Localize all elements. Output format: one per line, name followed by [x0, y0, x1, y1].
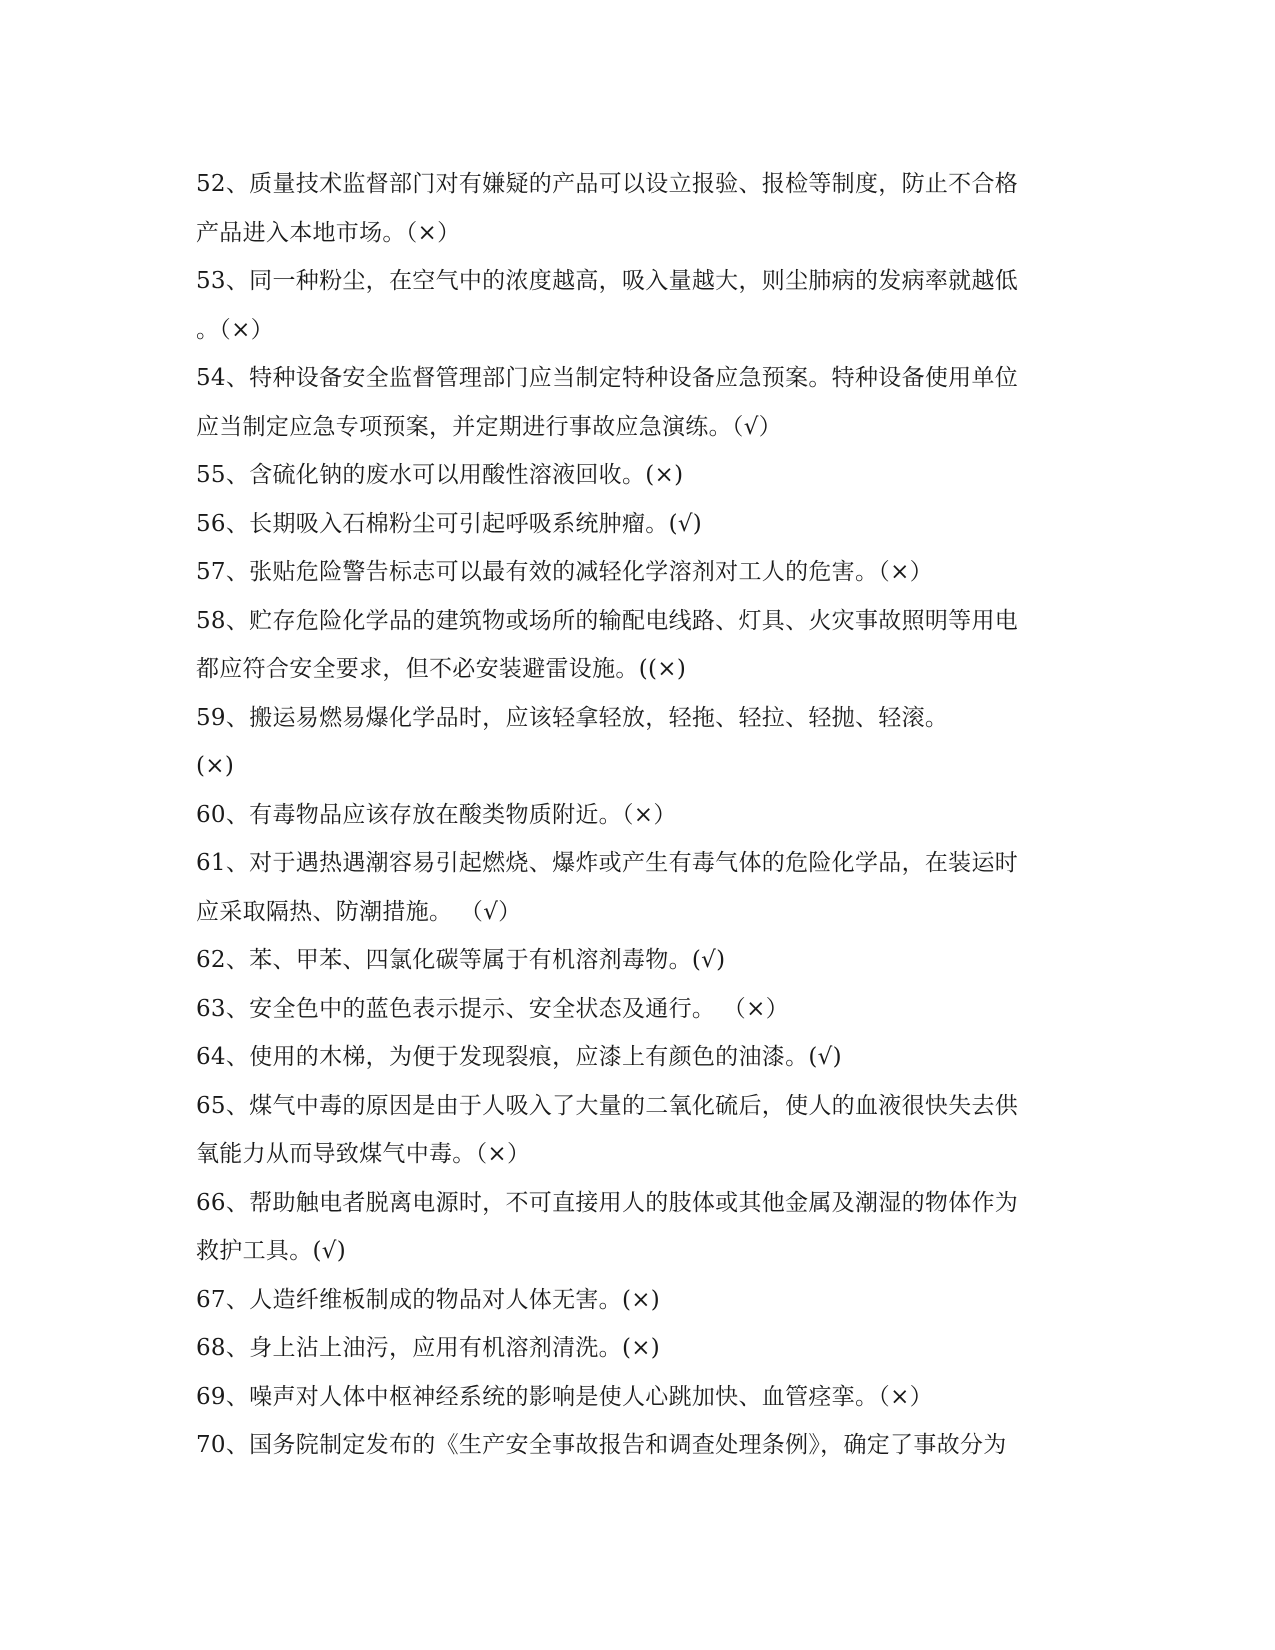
text-line: 63、安全色中的蓝色表示提示、安全状态及通行。 （×） — [196, 995, 789, 1022]
text-line: 产品进入本地市场。（×） — [196, 219, 461, 246]
text-line: 。（×） — [196, 316, 274, 343]
text-line: 58、贮存危险化学品的建筑物或场所的输配电线路、灯具、火灾事故照明等用电 — [196, 607, 1019, 634]
text-line: 55、含硫化钠的废水可以用酸性溶液回收。(×) — [196, 462, 684, 488]
text-line: 57、张贴危险警告标志可以最有效的减轻化学溶剂对工人的危害。（×） — [196, 559, 933, 585]
text-line: 54、特种设备安全监督管理部门应当制定特种设备应急预案。特种设备使用单位 — [196, 365, 1019, 391]
text-line: 68、身上沾上油污，应用有机溶剂清洗。(×) — [196, 1335, 661, 1361]
text-line: 救护工具。(√) — [196, 1238, 347, 1264]
text-line: 66、帮助触电者脱离电源时，不可直接用人的肢体或其他金属及潮湿的物体作为 — [196, 1189, 1019, 1216]
text-line: 应当制定应急专项预案，并定期进行事故应急演练。（√） — [196, 413, 782, 440]
text-line: 59、搬运易燃易爆化学品时，应该轻拿轻放，轻拖、轻拉、轻抛、轻滚。 — [196, 704, 949, 731]
text-line: 52、质量技术监督部门对有嫌疑的产品可以设立报验、报检等制度，防止不合格 — [196, 171, 1019, 197]
text-line: 60、有毒物品应该存放在酸类物质附近。（×） — [196, 801, 677, 828]
text-line: 67、人造纤维板制成的物品对人体无害。(×) — [196, 1286, 661, 1313]
text-line: (×) — [196, 753, 235, 779]
text-line: 61、对于遇热遇潮容易引起燃烧、爆炸或产生有毒气体的危险化学品，在装运时 — [196, 850, 1019, 876]
text-line: 69、噪声对人体中枢神经系统的影响是使人心跳加快、血管痉挛。（×） — [196, 1383, 933, 1410]
text-line: 62、苯、甲苯、四氯化碳等属于有机溶剂毒物。(√) — [196, 947, 726, 973]
text-line: 都应符合安全要求，但不必安装避雷设施。((×) — [196, 656, 687, 682]
text-line: 53、同一种粉尘，在空气中的浓度越高，吸入量越大，则尘肺病的发病率就越低 — [196, 268, 1019, 294]
text-line: 64、使用的木梯，为便于发现裂痕，应漆上有颜色的油漆。(√) — [196, 1044, 842, 1070]
text-line: 应采取隔热、防潮措施。 （√） — [196, 898, 522, 925]
text-line: 70、国务院制定发布的《生产安全事故报告和调查处理条例》，确定了事故分为 — [196, 1432, 1007, 1458]
text-line: 56、长期吸入石棉粉尘可引起呼吸系统肿瘤。(√) — [196, 510, 703, 537]
text-line: 65、煤气中毒的原因是由于人吸入了大量的二氧化硫后，使人的血液很快失去供 — [196, 1092, 1019, 1119]
document-body — [196, 160, 1076, 1470]
text-line: 氧能力从而导致煤气中毒。（×） — [196, 1141, 531, 1167]
